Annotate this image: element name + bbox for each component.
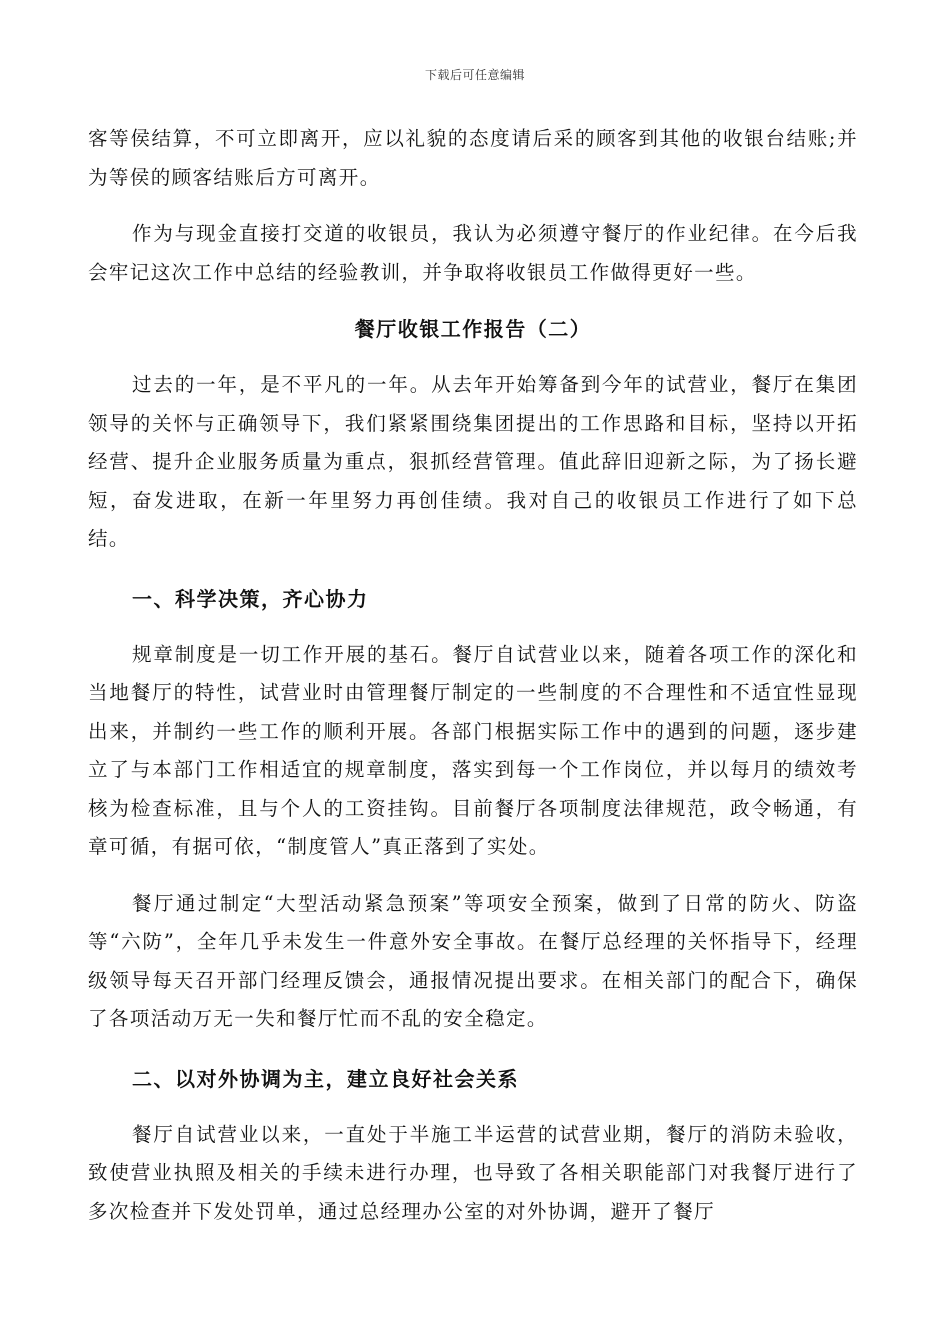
paragraph-year-review: 过去的一年，是不平凡的一年。从去年开始筹备到今年的试营业，餐厅在集团领导的关怀与正确领导下，我们紧紧围绕集团提出的工作思路和目标，坚持以开拓经营、提升企业服务质量为重点，狠抓经营管理。值此辞旧迎新之际，为了扬长避短，奋发进取，在新一年里努力再创佳绩。我对自己的收银员工作进行了如下总结。 — [88, 373, 858, 550]
paragraph-safety: 餐厅通过制定“大型活动紧急预案”等项安全预案，做到了日常的防火、防盗等“六防”，全年几乎未发生一件意外安全事故。在餐厅总经理的关怀指导下，经理级领导每天召开部门经理反馈会，通报情况提出要求。在相关部门的配合下，确保了各项活动万无一失和餐厅忙而不乱的安全稳定。 — [88, 891, 858, 1030]
paragraph-regulations: 规章制度是一切工作开展的基石。餐厅自试营业以来，随着各项工作的深化和当地餐厅的特性，试营业时由管理餐厅制定的一些制度的不合理性和不适宜性显现出来，并制约一些工作的顺利开展。各部门根据实际工作中的遇到的问题，逐步建立了与本部门工作相适宜的规章制度，落实到每一个工作岗位，并以每月的绩效考核为检查标准，且与个人的工资挂钩。目前餐厅各项制度法律规范，政令畅通，有章可循，有据可依，“制度管人”真正落到了实处。 — [88, 642, 858, 858]
paragraph-cashier-discipline: 作为与现金直接打交道的收银员，我认为必须遵守餐厅的作业纪律。在今后我会牢记这次工作中总结的经验教训，并争取将收银员工作做得更好一些。 — [88, 222, 858, 284]
paragraph-continuation: 客等侯结算，不可立即离开，应以礼貌的态度请后采的顾客到其他的收银台结账;并为等侯的顾客结账后方可离开。 — [88, 127, 858, 189]
paragraph-trial-operation: 餐厅自试营业以来，一直处于半施工半运营的试营业期，餐厅的消防未验收，致使营业执照及相关的手续未进行办理，也导致了各相关职能部门对我餐厅进行了多次检查并下发处罚单，通过总经理办公室的对外协调，避开了餐厅 — [88, 1122, 858, 1223]
report-title: 餐厅收银工作报告（二） — [354, 317, 592, 341]
document-body — [88, 120, 858, 1231]
page-header-note: 下载后可任意编辑 — [424, 68, 525, 82]
section-heading-external-relations: 二、以对外协调为主，建立良好社会关系 — [132, 1066, 519, 1091]
section-heading-decision: 一、科学决策，齐心协力 — [132, 586, 369, 611]
